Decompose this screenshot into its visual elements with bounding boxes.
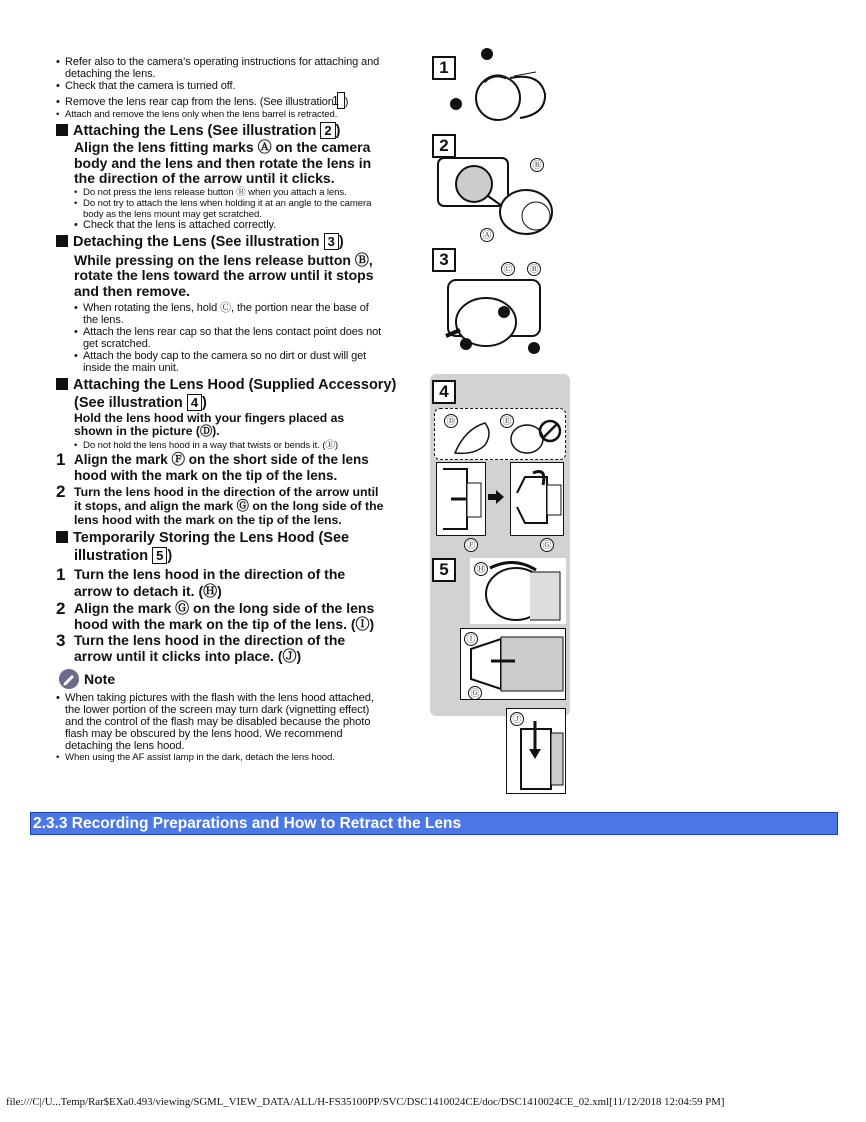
heading-attaching-hood: Attaching the Lens Hood (Supplied Accessory) (56, 377, 386, 394)
heading-storing-hood: Temporarily Storing the Lens Hood (See (56, 530, 386, 547)
hood-turn-image (510, 462, 564, 536)
label-b: Ⓑ (527, 262, 541, 276)
pencil-note-icon (58, 668, 80, 690)
attach-instruction: Align the lens fitting marks Ⓐ on the camera body and the lens and then rotate the lens in the direction of the arrow until it clicks. (74, 139, 372, 186)
section-header-bar: 2.3.3 Recording Preparations and How to Retract the Lens (30, 812, 838, 835)
store-step: 2 Align the mark Ⓖ on the long side of the lens hood with the mark on the tip of the lens. (Ⓘ) (56, 599, 375, 632)
store-step: 3 Turn the lens hood in the direction of the arrow until it clicks into place. (Ⓙ) (56, 631, 346, 664)
label-g: Ⓖ (468, 686, 482, 700)
illustration-number: 4 (432, 380, 456, 404)
label-h: Ⓗ (474, 562, 488, 576)
heading-storing-hood-ref: illustration 5 ) (74, 548, 173, 564)
note-item: • When using the AF assist lamp in the dark, detach the lens hood. (56, 752, 386, 763)
heading-attaching-lens: Attaching the Lens (See illustration 2 ) (56, 122, 386, 140)
lens-cap-removal-image (450, 48, 560, 122)
hood-note: • Do not hold the lens hood in a way that twists or bends it. (Ⓔ) (74, 440, 386, 451)
hood-instruction: Hold the lens hood with your fingers placed as shown in the picture (Ⓓ). (74, 411, 345, 438)
label-e: Ⓔ (500, 414, 514, 428)
hood-align-image (436, 462, 486, 536)
label-b: Ⓑ (530, 158, 544, 172)
intro-bullet: • Attach and remove the lens only when the lens barrel is retracted. (56, 109, 386, 120)
label-f: Ⓕ (464, 538, 478, 552)
detach-note: • When rotating the lens, hold Ⓒ, the portion near the base of the lens. (74, 302, 386, 326)
hood-step: 1 Align the mark Ⓕ on the short side of the lens hood with the mark on the tip of the lens. (56, 450, 369, 483)
illustration-number: 1 (432, 56, 456, 80)
attach-note: • Check that the lens is attached correctly. (74, 220, 386, 231)
label-i: Ⓘ (464, 632, 478, 646)
label-c: Ⓒ (501, 262, 515, 276)
label-g: Ⓖ (540, 538, 554, 552)
label-d: Ⓓ (444, 414, 458, 428)
attach-note: • Do not press the lens release button Ⓑ when you attach a lens. (74, 187, 386, 198)
illustration-ref: 1 (337, 92, 345, 109)
file-path-footer: file:///C|/U...Temp/Rar$EXa0.493/viewing/SGML_VIEW_DATA/ALL/H-FS35100PP/SVC/DSC1410024CE/doc/DSC1410024CE_02.xml[11/12/2018 12:04:59 PM] (6, 1096, 725, 1108)
illustration-number: 3 (432, 248, 456, 272)
detach-instruction: While pressing on the lens release button Ⓑ, rotate the lens toward the arrow until it stops and then remove. (74, 251, 374, 299)
detach-note: • Attach the lens rear cap so that the lens contact point does not get scratched. (74, 326, 386, 350)
detach-lens-image (440, 266, 560, 356)
intro-bullet: • Remove the lens rear cap from the lens. (See illustration 1 ) (56, 92, 386, 109)
illustrations-column (430, 48, 570, 798)
illustration-number: 5 (432, 558, 456, 582)
heading-attaching-hood-ref: (See illustration 4 ) (74, 395, 207, 411)
arrow-right-icon (488, 490, 504, 504)
illustration-number: 2 (432, 134, 456, 158)
detach-note: • Attach the body cap to the camera so no dirt or dust will get inside the main unit. (74, 350, 386, 374)
note-header: Note (58, 668, 386, 690)
note-item: • When taking pictures with the flash with the lens hood attached, the lower portion of the screen may turn dark (vignetting effect) and the control of the flash may be disabled because the photo flash may be obscured by the lens hood. We recommend detaching the lens hood. (56, 692, 386, 752)
instructions-column (56, 56, 397, 763)
store-step: 1 Turn the lens hood in the direction of the arrow to detach it. (Ⓗ) (56, 565, 346, 599)
hood-step: 2 Turn the lens hood in the direction of the arrow until it stops, and align the mark Ⓖ on the long side of the lens hood with the mark on the tip of the lens. (56, 482, 384, 527)
attach-note: • Do not try to attach the lens when holding it at an angle to the camera body as the lens mount may get scratched. (74, 198, 386, 220)
heading-detaching-lens: Detaching the Lens (See illustration 3 ) (56, 233, 386, 251)
label-j: Ⓙ (510, 712, 524, 726)
label-a: Ⓐ (480, 228, 494, 242)
intro-bullet: • Refer also to the camera’s operating instructions for attaching and detaching the lens. (56, 56, 386, 80)
intro-bullet: • Check that the camera is turned off. (56, 80, 386, 92)
